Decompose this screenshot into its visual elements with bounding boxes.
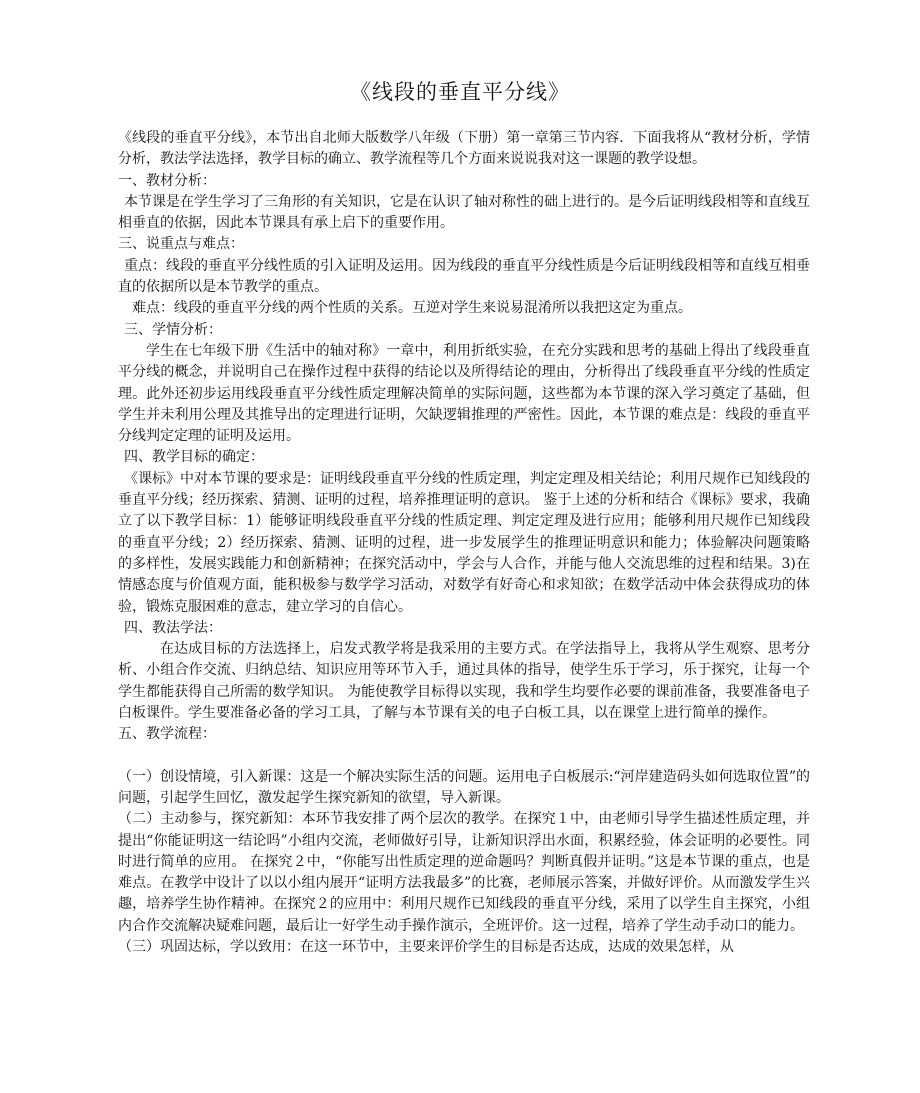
heading-student-analysis: 三、学情分析： bbox=[124, 321, 222, 338]
page-title: 《线段的垂直平分线》 bbox=[350, 80, 570, 104]
document-body bbox=[118, 128, 810, 958]
heading-teaching-process: 五、教学流程： bbox=[118, 726, 216, 743]
teaching-methods-paragraph: 在达成目标的方法选择上，启发式教学将是我采用的主要方式。在学法指导上，我将从学生观察、思考分析、小组合作交流、归纳总结、知识应用等环节入手，通过具体的指导，使学生乐于学习，乐于探究，让每一个学生都能获得自己所需的数学知识。 为能使教学目标得以实现，我和学生均要作必要的课前准备，我要准备电子白板课件。学生要准备必备的学习工具，了解与本节课有关的电子白板工具，以在课堂上进行简单的操作。 bbox=[118, 641, 810, 722]
process-step-2: （二）主动参与，探究新知：本环节我安排了两个层次的教学。在探究１中，由老师引导学生描述性质定理，并提出“你能证明这一结论吗”小组内交流，老师做好引导，让新知识浮出水面，积累经验，体会证明的必要性。同时进行简单的应用。 在探究２中，“你能写出性质定理的逆命题吗？判断真假并证明。”这是本节课的重点，也是难点。在教学中设计了以以小组内展开“证明方法我最多”的比赛，老师展示答案，并做好评价。从而激发学生兴趣，培养学生协作精神。在探究２的应用中：利用尺规作已知线段的垂直平分线，采用了以学生自主探究，小组内合作交流解决疑难问题，最后让一好学生动手操作演示，全班评价。这一过程，培养了学生动手动口的能力。 bbox=[118, 811, 810, 934]
heading-key-points: 三、说重点与难点： bbox=[118, 236, 244, 253]
textbook-analysis-paragraph: 本节课是在学生学习了三角形的有关知识，它是在认识了轴对称性的础上进行的。是今后证明线段相等和直线互相垂直的依据，因此本节课具有承上启下的重要作用。 bbox=[118, 193, 810, 232]
intro-paragraph: 《线段的垂直平分线》，本节出自北师大版数学八年级（下册）第一章第三节内容．下面我将从“教材分析，学情分析，教法学法选择，教学目标的确立、教学流程等几个方面来说说我对这一课题的教学设想。 bbox=[118, 130, 810, 168]
key-point-paragraph: 重点：线段的垂直平分线性质的引入证明及运用。因为线段的垂直平分线性质是今后证明线段相等和直线互相垂直的依据所以是本节教学的重点。 bbox=[118, 257, 810, 296]
difficult-point-paragraph: 难点：线段的垂直平分线的两个性质的关系。互逆对学生来说易混淆所以我把这定为重点。 bbox=[132, 300, 692, 317]
student-analysis-paragraph: 学生在七年级下册《生活中的轴对称》一章中，利用折纸实验，在充分实践和思考的基础上得出了线段垂直平分线的概念，并说明自己在操作过程中获得的结论以及所得结论的理由，分析得出了线段垂直平分线的性质定理。此外还初步运用线段垂直平分线性质定理解决简单的实际问题，这些都为本节课的深入学习奠定了基础，但学生并未利用公理及其推导出的定理进行证明，欠缺逻辑推理的严密性。因此，本节课的难点是：线段的垂直平分线判定定理的证明及运用。 bbox=[118, 342, 810, 445]
blank-line bbox=[118, 746, 810, 767]
heading-teaching-methods: 四、教法学法： bbox=[124, 619, 222, 636]
heading-teaching-goals: 四、教学目标的确定： bbox=[124, 449, 264, 466]
heading-textbook-analysis: 一、教材分析： bbox=[118, 172, 216, 189]
process-step-1: （一）创设情境，引入新课：这是一个解决实际生活的问题。运用电子白板展示:“河岸建造码头如何选取位置”的问题，引起学生回忆，激发起学生探究新知的欲望，导入新课。 bbox=[118, 768, 810, 806]
process-step-3: （三）巩固达标，学以致用：在这一环节中，主要来评价学生的目标是否达成，达成的效果怎样，从 bbox=[118, 938, 734, 955]
teaching-goals-paragraph: 《课标》中对本节课的要求是：证明线段垂直平分线的性质定理，判定定理及相关结论；利用尺规作已知线段的垂直平分线；经历探索、猜测、证明的过程，培养推理证明的意识。 鉴于上述的分析和结合《课标》要求，我确立了以下教学目标：1）能够证明线段垂直平分线的性质定理、判定定理及进行应用；能够利用尺规作已知线段的垂直平分线；2）经历探索、猜测、证明的过程，进一步发展学生的推理证明意识和能力；体验解决问题策略的多样性，发展实践能力和创新精神；在探究活动中，学会与人合作，并能与他人交流思维的过程和结果。3)在情感态度与价值观方面，能积极参与数学学习活动，对数学有好奇心和求知欲；在数学活动中体会获得成功的体验，锻炼克服困难的意志，建立学习的自信心。 bbox=[118, 470, 810, 615]
